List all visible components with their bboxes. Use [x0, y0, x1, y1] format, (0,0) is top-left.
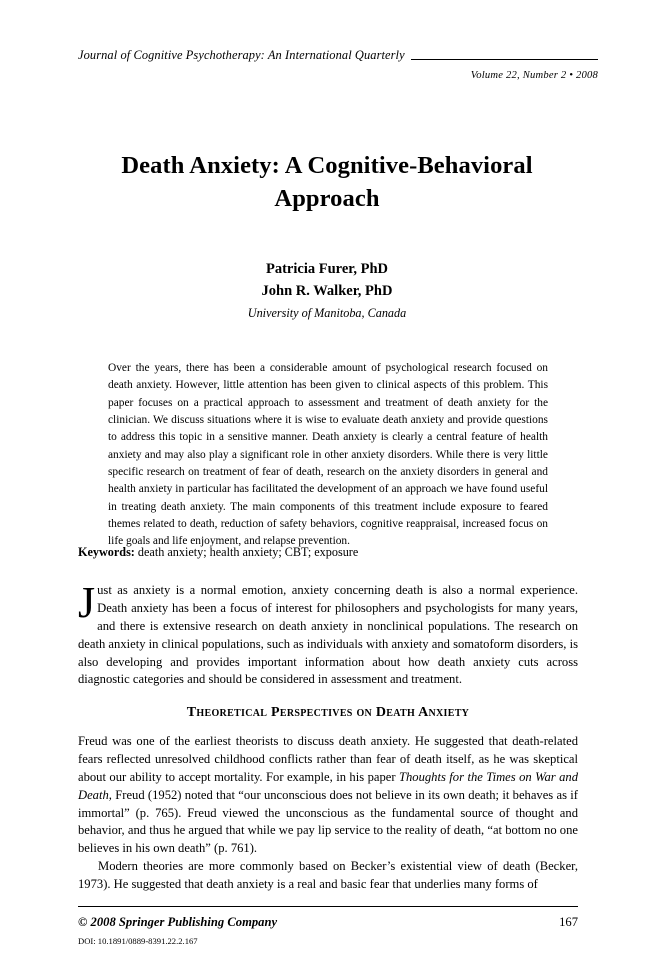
- journal-line: [78, 48, 598, 63]
- doi-text: DOI: 10.1891/0889-8391.22.2.167: [78, 936, 198, 946]
- keywords-label: Keywords:: [78, 545, 135, 559]
- body-text: [78, 733, 578, 894]
- header-rule: [411, 59, 598, 60]
- issue-info: Volume 22, Number 2 • 2008: [470, 70, 598, 81]
- paragraph-part-b: Freud (1952) noted that “our unconscious does not believe in its own death; it behaves as if immortal” (p. 765). Freud viewed the unconscious as the fundamental source of thought and behavior, and thus he argued that while we pay lip service to the reality of death, “at bottom no one believes in his own death” (p. 761).: [78, 787, 578, 856]
- page-number: 167: [559, 915, 578, 929]
- author-name: Patricia Furer, PhD: [265, 261, 389, 277]
- running-head: [78, 48, 598, 81]
- paragraph-part-a: Freud was one of the earliest theorists to discuss death anxiety. He suggested that death-related fears reflected unresolved childhood conflicts rather than fear of death itself, as he was skeptical about our ability to accept mortality. For example, in his paper: [78, 734, 578, 784]
- copyright-notice: © 2008 Springer Publishing Company: [78, 915, 278, 929]
- keywords-value: death anxiety; health anxiety; CBT; exposure: [137, 545, 359, 559]
- footer-divider: [78, 906, 578, 907]
- abstract-text: Over the years, there has been a considerable amount of psychological research focused on death anxiety. However, little attention has been given to clinical aspects of this problem. This paper focuses on a practical approach to assessment and treatment of death anxiety for the clinician. We discuss situations where it is wise to evaluate death anxiety and provide questions to address this topic in a sensitive manner. Death anxiety is clearly a central feature of health anxiety and may also play a significant role in other anxiety disorders. While there is very little specific research on treatment of fear of death, research on the anxiety disorders in general and health anxiety in particular has facilitated the development of an approach we have found useful in treating death anxiety. The main components of this treatment include exposure to feared themes related to death, reduction of safety behaviors, cognitive reappraisal, increased focus on life goals and life enjoyment, and relapse prevention.: [108, 362, 548, 548]
- paper-title-italic: Thoughts for the Times on War and Death,: [78, 769, 578, 802]
- page-title: Death Anxiety: A Cognitive-Behavioral Approach: [121, 152, 533, 212]
- author-block: [77, 258, 577, 321]
- paragraph: [78, 733, 578, 858]
- keywords: [78, 545, 578, 560]
- author-name: John R. Walker, PhD: [261, 283, 393, 300]
- drop-cap: J: [78, 578, 96, 627]
- section-heading: Theoretical Perspectives on Death Anxiety: [186, 705, 470, 720]
- intro-paragraph-text: ust as anxiety is a normal emotion, anxiety concerning death is also a normal experience. Death anxiety has been a focus of interest for philosophers and psychologists for many years, and there is extensive research on death anxiety in nonclinical populations. The research on death anxiety in clinical populations, such as individuals with anxiety and somatoform disorders, is also developing and provides important information about how death anxiety cuts across diagnostic categories and should be considered in assessment and treatment.: [78, 583, 578, 687]
- author-affiliation: University of Manitoba, Canada: [247, 305, 407, 320]
- intro-paragraph: [78, 578, 578, 689]
- paragraph: Modern theories are more commonly based on Becker’s existential view of death (Becker, 1973). He suggested that death anxiety is a real and basic fear that underlies many forms of: [78, 859, 578, 891]
- page-footer: [78, 915, 578, 930]
- journal-name: Journal of Cognitive Psychotherapy: An International Quarterly: [78, 48, 405, 62]
